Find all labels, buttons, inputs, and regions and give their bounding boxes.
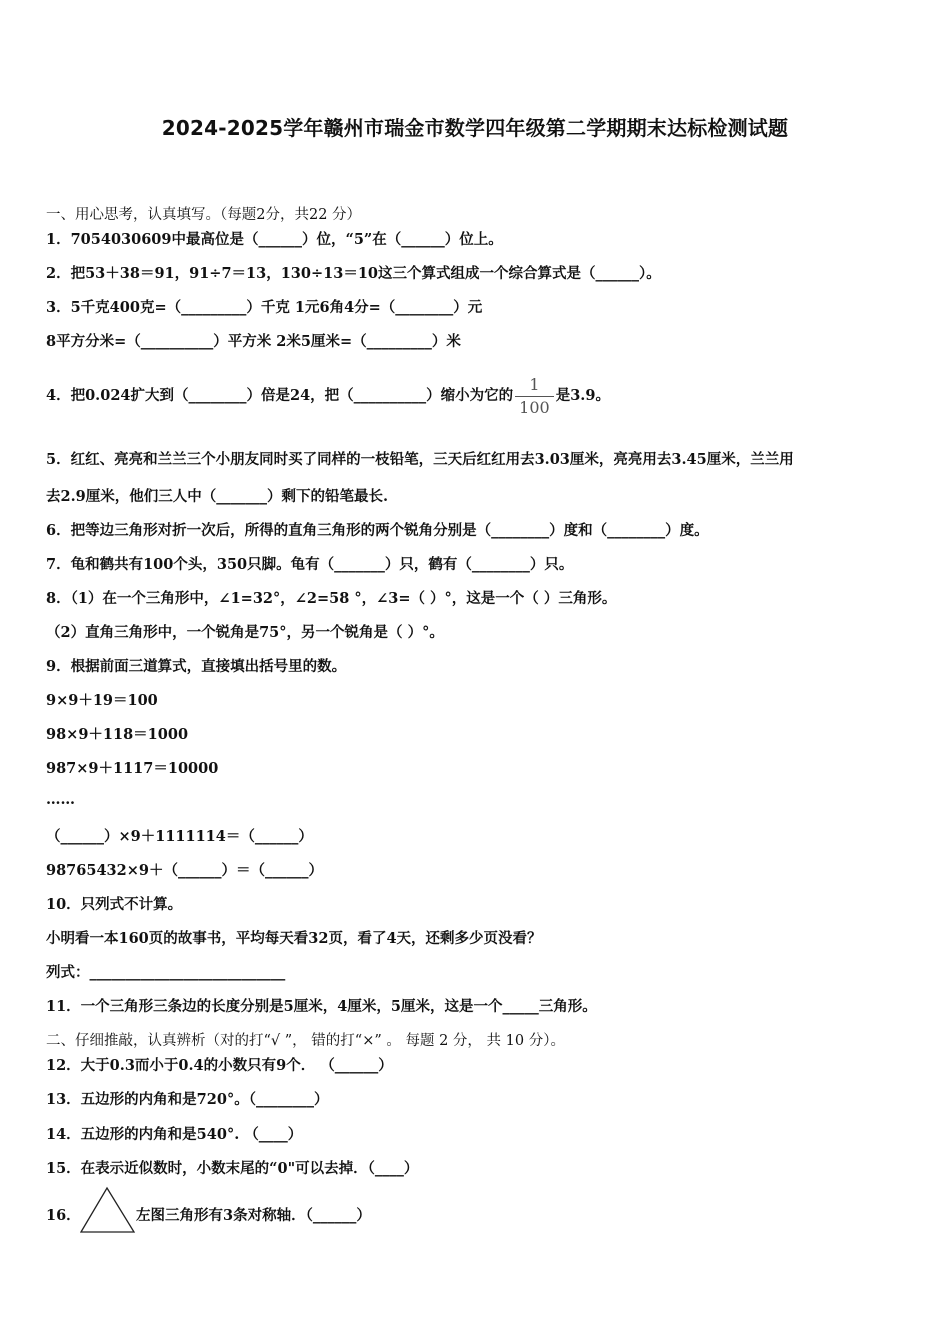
question-9-equation-4: （______）×9＋1111114＝（______） <box>46 828 313 845</box>
question-10-problem: 小明看一本160页的故事书，平均每天看32页，看了4天，还剩多少页没看？ <box>46 930 542 947</box>
question-13: 13．五边形的内角和是720°。（________） <box>46 1091 329 1108</box>
question-9: 9．根据前面三道算式，直接填出括号里的数。 <box>46 658 347 675</box>
question-3-line-1: 3．5千克400克=（_________）千克 1元6角4分=（________）元 <box>46 299 483 316</box>
triangle-figure <box>80 1186 136 1234</box>
question-10: 10．只列式不计算。 <box>46 896 183 913</box>
question-5-line-1: 5．红红、亮亮和兰兰三个小朋友同时买了同样的一枝铅笔，三天后红红用去3.03厘米，亮亮用去3.45厘米，兰兰用 <box>46 451 794 468</box>
question-9-equation-2: 98×9＋118＝1000 <box>46 726 189 743</box>
question-5-line-2: 去2.9厘米，他们三人中（_______）剩下的铅笔最长. <box>46 488 389 505</box>
question-11: 11．一个三角形三条边的长度分别是5厘米，4厘米，5厘米，这是一个_____三角形。 <box>46 998 597 1015</box>
question-15: 15．在表示近似数时，小数末尾的“0"可以去掉．（____） <box>46 1160 419 1177</box>
question-7: 7．龟和鹤共有100个头，350只脚。龟有（_______）只，鹤有（________）只。 <box>46 556 574 573</box>
question-16-text: 左图三角形有3条对称轴．（______） <box>136 1207 371 1224</box>
question-8-part-2: （2）直角三角形中，一个锐角是75°，另一个锐角是（ ）°。 <box>46 624 444 641</box>
question-4-text-before: 4．把0.024扩大到（________）倍是24，把（__________）缩小为它的 <box>46 387 514 404</box>
question-9-equation-3: 987×9＋1117＝10000 <box>46 760 219 777</box>
page-title: 2024-2025学年赣州市瑞金市数学四年级第二学期期末达标检测试题 <box>161 116 789 140</box>
question-4 <box>46 366 610 426</box>
question-10-answer-line: 列式：___________________________ <box>46 964 286 981</box>
section-heading-2: 二、仔细推敲，认真辨析（对的打“√ ”， 错的打“×” 。 每题 2 分， 共 10 分）。 <box>46 1033 565 1049</box>
question-8-part-1: 8．（1）在一个三角形中，∠1=32°，∠2=58 °，∠3=（ ）°，这是一个（ ）三角形。 <box>46 590 617 607</box>
section-heading-1: 一、用心思考，认真填写。（每题2分，共22 分） <box>46 207 362 223</box>
question-12: 12．大于0.3而小于0.4的小数只有9个． （______） <box>46 1057 393 1074</box>
question-2: 2．把53＋38＝91，91÷7＝13，130÷13＝10这三个算式组成一个综合算式是（______）。 <box>46 265 661 282</box>
question-16-number: 16． <box>46 1207 81 1224</box>
fraction <box>515 374 554 417</box>
question-4-text-after: 是3.9。 <box>555 387 610 404</box>
question-9-equation-1: 9×9＋19＝100 <box>46 692 158 709</box>
question-9-ellipsis: …… <box>46 791 75 808</box>
question-3-line-2: 8平方分米=（__________）平方米 2米5厘米=（_________）米 <box>46 333 461 350</box>
question-6: 6．把等边三角形对折一次后，所得的直角三角形的两个锐角分别是（________）度和（________）度。 <box>46 522 709 539</box>
question-9-equation-5: 98765432×9＋（______）＝（______） <box>46 862 323 879</box>
fraction-numerator: 1 <box>515 377 554 397</box>
question-14: 14．五边形的内角和是540°. （____） <box>46 1126 303 1143</box>
question-1: 1．7054030609中最高位是（______）位，“5”在（______）位上。 <box>46 231 503 248</box>
fraction-denominator: 100 <box>519 397 550 417</box>
